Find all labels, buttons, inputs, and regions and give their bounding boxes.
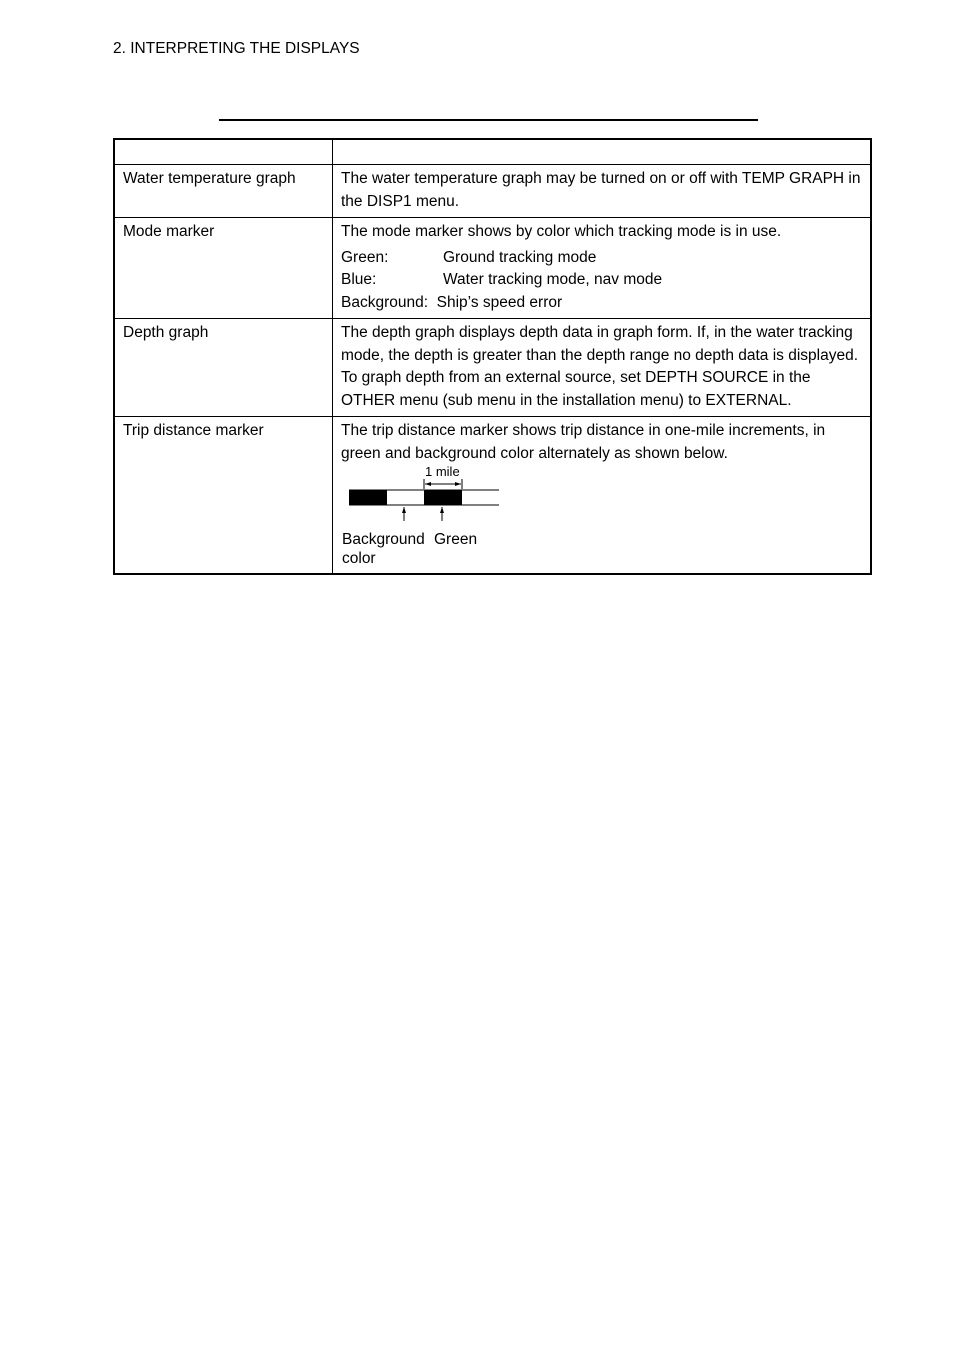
- row-description: The trip distance marker shows trip distance in one-mile increments, in green and background color alternately as shown below.: [341, 422, 826, 462]
- description-table: [113, 138, 872, 575]
- row-description: The depth graph displays depth data in graph form. If, in the water tracking mode, the depth is greater than the depth range no depth data is displayed. To graph depth from an external source, set DEPTH SOURCE in the OTHER menu (sub menu in the installation menu) to EXTERNAL.: [333, 319, 872, 417]
- trip-distance-figure: [341, 465, 511, 569]
- row-name: Mode marker: [114, 218, 333, 319]
- mode-item: [341, 269, 862, 292]
- background-arrow-icon: [402, 507, 406, 513]
- row-description-cell: [333, 218, 872, 319]
- mile-arrow-left-icon: [425, 482, 431, 486]
- mode-key: Blue:: [341, 271, 377, 288]
- mode-key: Background:: [341, 293, 429, 311]
- header-cell-name: [114, 139, 333, 165]
- page-header: 2. INTERPRETING THE DISPLAYS: [113, 40, 360, 57]
- green-arrow-icon: [440, 507, 444, 513]
- mile-arrow-right-icon: [455, 482, 461, 486]
- mode-list: [341, 247, 862, 315]
- background-label: Background: [342, 531, 425, 548]
- title-rule: [219, 119, 758, 121]
- row-description: The mode marker shows by color which tracking mode is in use.: [341, 223, 782, 240]
- background-label-line2: color: [342, 550, 376, 567]
- table-row: [114, 218, 871, 319]
- mode-value: Ground tracking mode: [443, 248, 597, 266]
- mile-label: 1 mile: [425, 464, 460, 479]
- table-header-row: [114, 139, 871, 165]
- row-name: Depth graph: [114, 319, 333, 417]
- table-row: [114, 417, 871, 575]
- row-description: The water temperature graph may be turned on or off with TEMP GRAPH in the DISP1 menu.: [333, 165, 872, 218]
- table-row: [114, 165, 871, 218]
- trip-segment-green: [349, 490, 387, 505]
- table-row: [114, 319, 871, 417]
- row-description-cell: [333, 417, 872, 575]
- mode-item: [341, 247, 862, 270]
- trip-segment-green: [424, 490, 462, 505]
- header-cell-description: [333, 139, 872, 165]
- green-label: Green: [434, 531, 478, 548]
- mode-item: [341, 292, 862, 315]
- row-name: Trip distance marker: [114, 417, 333, 575]
- mode-key: Green:: [341, 248, 389, 266]
- row-name: Water temperature graph: [114, 165, 333, 218]
- mode-value: Ship’s speed error: [436, 293, 563, 311]
- mode-value: Water tracking mode, nav mode: [443, 271, 663, 288]
